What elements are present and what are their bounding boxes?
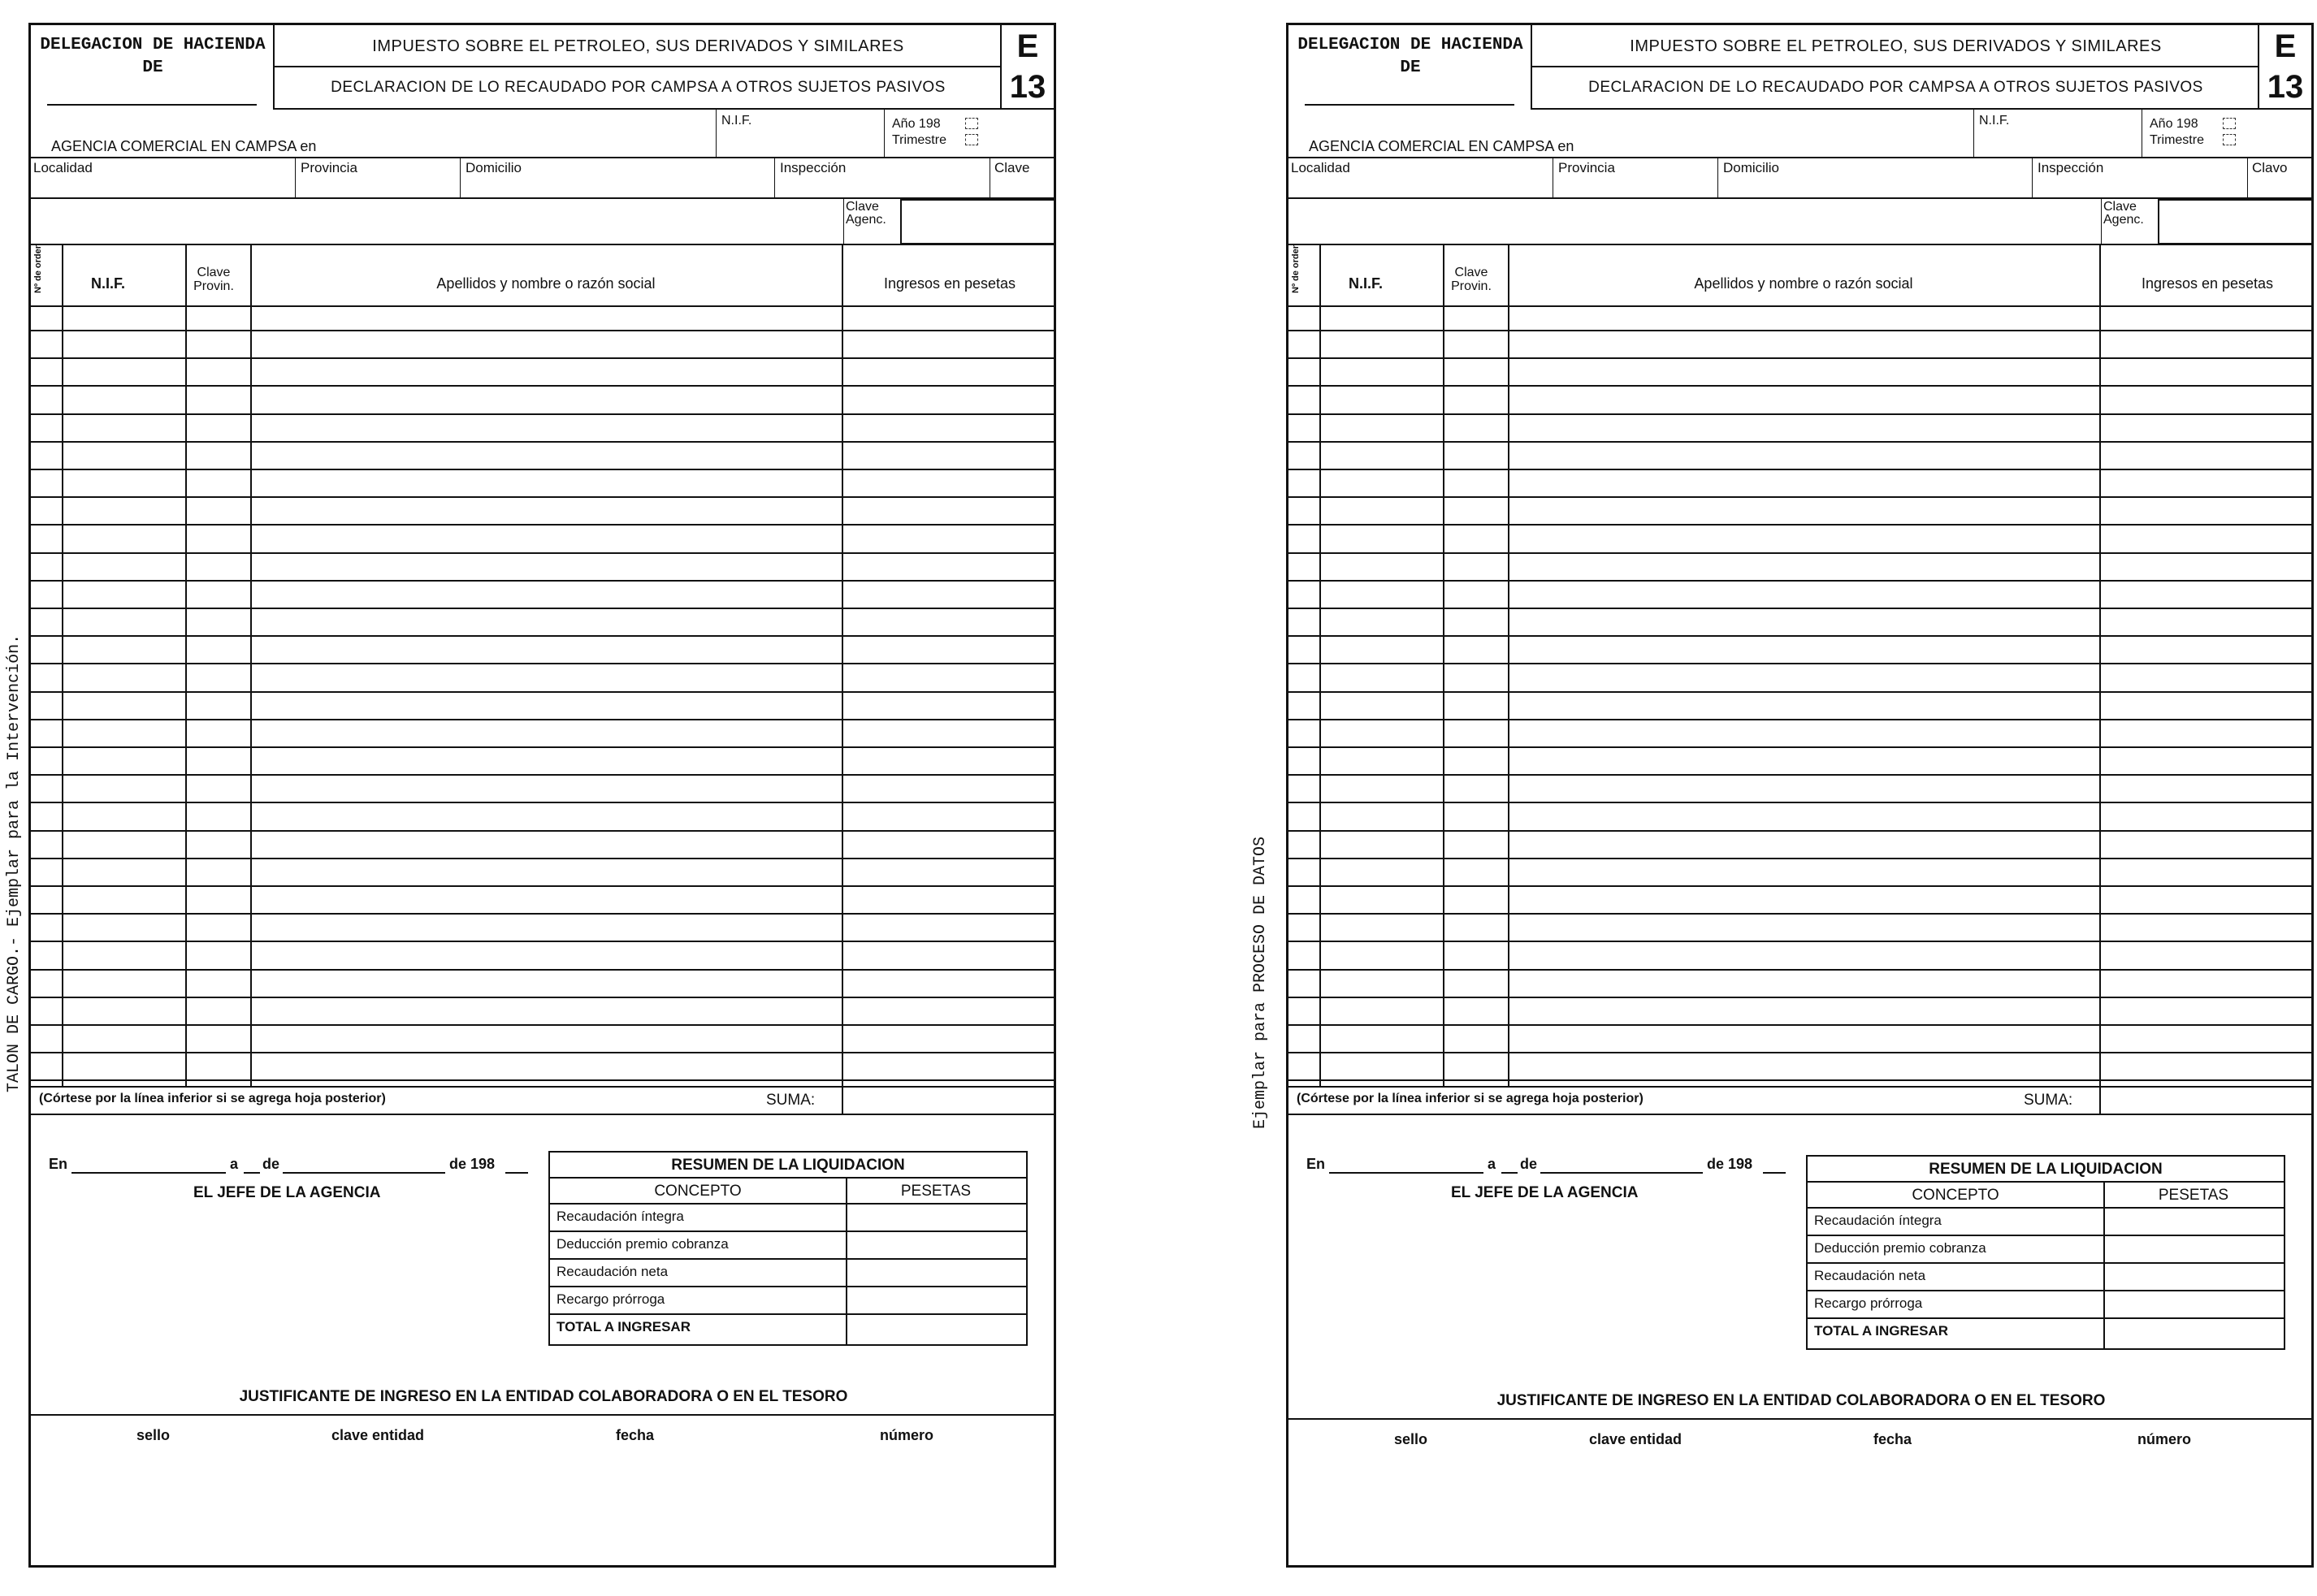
table-row[interactable] [31,441,1056,443]
cortese-note: (Córtese por la línea inferior si se agrega hoja posterior) [39,1092,386,1105]
resumen-row-label: Deducción premio cobranza [1814,1240,1986,1256]
resumen-box [1806,1155,2285,1350]
table-row[interactable] [31,635,1056,637]
pesetas-header: PESETAS [2158,1187,2229,1204]
trimestre-label: Trimestre [2150,133,2204,147]
table-row[interactable] [31,580,1056,582]
clave-agenc-label-1: Clave [2103,200,2137,214]
table-row[interactable] [31,552,1056,554]
provincia-label: Provincia [1558,160,1615,175]
resumen-row-label: Recaudación íntegra [1814,1213,1942,1228]
table-row[interactable] [1288,858,2314,859]
de-198-label: de 198 [1707,1156,1753,1172]
col-nif-label: N.I.F. [90,275,125,292]
table-row[interactable] [31,691,1056,693]
de-label: de [1520,1156,1538,1172]
jefe-agencia-label: EL JEFE DE LA AGENCIA [193,1184,381,1201]
table-row[interactable] [1288,885,2314,887]
table-row[interactable] [1288,330,2314,331]
table-row[interactable] [1288,997,2314,998]
table-row[interactable] [1288,941,2314,942]
table-row[interactable] [1288,913,2314,915]
table-row[interactable] [31,1052,1056,1053]
jefe-agencia-label: EL JEFE DE LA AGENCIA [1451,1184,1639,1201]
table-row[interactable] [1288,385,2314,387]
suma-label: SUMA: [766,1092,816,1109]
ano-checkbox[interactable] [965,118,978,129]
delegacion-de-label: DE [1400,58,1421,77]
col-clave-label-1: Clave [197,266,231,279]
form-copy-intervencion [28,23,1056,1568]
clave-agencia-box[interactable] [900,199,1056,244]
table-row[interactable] [1288,357,2314,359]
resumen-row-label: Recargo prórroga [557,1291,665,1307]
resumen-title: RESUMEN DE LA LIQUIDACION [1929,1161,2163,1178]
col-orden-label: Nº de orden [1291,243,1301,293]
table-row[interactable] [1288,663,2314,664]
col-clave-label-1: Clave [1454,266,1488,279]
agencia-label: AGENCIA COMERCIAL EN CAMPSA en [51,138,317,154]
table-row[interactable] [1288,413,2314,415]
localidad-label: Localidad [1291,160,1350,175]
clave-agencia-box[interactable] [2158,199,2314,244]
clave-entidad-label: clave entidad [331,1427,425,1443]
resumen-row-label: Recaudación neta [557,1264,669,1279]
pesetas-header: PESETAS [900,1183,972,1200]
table-row[interactable] [31,858,1056,859]
cortese-note: (Córtese por la línea inferior si se agrega hoja posterior) [1297,1092,1644,1105]
table-row[interactable] [31,746,1056,748]
sello-label: sello [1394,1431,1428,1447]
inspeccion-label: Inspección [2038,160,2104,175]
table-row[interactable] [1288,746,2314,748]
resumen-row-label: Deducción premio cobranza [557,1236,729,1252]
col-orden-label: Nº de orden [33,243,43,293]
table-row[interactable] [31,802,1056,803]
col-nombre-label: Apellidos y nombre o razón social [1694,275,1913,292]
table-row[interactable] [1288,969,2314,971]
resumen-box [548,1151,1028,1346]
form-code-number: 13 [2267,69,2304,105]
nif-label: N.I.F. [721,114,752,128]
table-row[interactable] [31,357,1056,359]
table-row[interactable] [1288,1024,2314,1026]
col-clave-label-2: Provin. [1451,279,1492,293]
col-nif-label: N.I.F. [1348,275,1383,292]
col-ingresos-label: Ingresos en pesetas [883,275,1016,292]
concepto-header: CONCEPTO [654,1183,742,1200]
domicilio-label: Domicilio [1723,160,1779,175]
clave-label: Clave [994,160,1030,175]
table-row[interactable] [31,496,1056,498]
table-row[interactable] [31,969,1056,971]
trimestre-checkbox[interactable] [965,134,978,145]
resumen-title: RESUMEN DE LA LIQUIDACION [671,1157,905,1174]
resumen-row-label: Recaudación neta [1814,1268,1926,1283]
table-row[interactable] [1288,524,2314,526]
table-row[interactable] [1288,802,2314,803]
lugar-label: En [1306,1156,1326,1172]
col-nombre-label: Apellidos y nombre o razón social [436,275,656,292]
col-ingresos-label: Ingresos en pesetas [2141,275,2274,292]
table-row[interactable] [31,608,1056,609]
table-row[interactable] [31,524,1056,526]
inspeccion-label: Inspección [780,160,847,175]
fecha-label: fecha [1873,1431,1912,1447]
table-row[interactable] [31,719,1056,720]
side-note-proceso-datos: Ejemplar para PROCESO DE DATOS [1251,836,1270,1129]
clave-agenc-label-2: Agenc. [2103,213,2144,227]
form-title-top: IMPUESTO SOBRE EL PETROLEO, SUS DERIVADOS Y SIMILARES [1630,37,2162,55]
de-label: de [262,1156,280,1172]
trimestre-checkbox[interactable] [2223,134,2236,145]
justificante-title: JUSTIFICANTE DE INGRESO EN LA ENTIDAD COLABORADORA O EN EL TESORO [1496,1392,2106,1409]
resumen-row-label: TOTAL A INGRESAR [1814,1323,1948,1339]
numero-label: número [2137,1431,2192,1447]
table-row[interactable] [31,663,1056,664]
ano-label: Año 198 [2150,117,2198,131]
sello-label: sello [136,1427,171,1443]
table-row[interactable] [1288,774,2314,776]
side-note-intervencion: TALON DE CARGO.- Ejemplar para la Intervención. [5,634,24,1092]
resumen-row-label: Recaudación íntegra [557,1209,684,1224]
form-code-letter: E [1016,28,1039,64]
clave-entidad-label: clave entidad [1589,1431,1683,1447]
table-row[interactable] [1288,469,2314,470]
table-row[interactable] [31,330,1056,331]
provincia-label: Provincia [301,160,357,175]
numero-label: número [880,1427,934,1443]
table-row[interactable] [31,385,1056,387]
a-label: a [230,1156,239,1172]
table-row[interactable] [31,413,1056,415]
resumen-row-label: Recargo prórroga [1814,1295,1923,1311]
table-row[interactable] [31,1024,1056,1026]
form-copy-proceso-datos [1286,23,2314,1568]
form-code-letter: E [2274,28,2297,64]
table-row[interactable] [31,830,1056,832]
form-title-top: IMPUESTO SOBRE EL PETROLEO, SUS DERIVADOS Y SIMILARES [372,37,904,55]
localidad-label: Localidad [33,160,93,175]
lugar-label: En [49,1156,68,1172]
resumen-row-label: TOTAL A INGRESAR [557,1319,691,1334]
table-row[interactable] [1288,496,2314,498]
de-198-label: de 198 [449,1156,496,1172]
table-row[interactable] [1288,719,2314,720]
form-title-bottom: DECLARACION DE LO RECAUDADO POR CAMPSA A OTROS SUJETOS PASIVOS [1588,79,2203,96]
table-row[interactable] [1288,635,2314,637]
clave-label: Clavo [2252,160,2288,175]
ano-label: Año 198 [892,117,941,131]
nif-label: N.I.F. [1979,114,2010,128]
table-row[interactable] [1288,830,2314,832]
concepto-header: CONCEPTO [1912,1187,1999,1204]
table-row[interactable] [1288,441,2314,443]
agencia-label: AGENCIA COMERCIAL EN CAMPSA en [1309,138,1574,154]
table-row[interactable] [1288,1052,2314,1053]
table-row[interactable] [1288,580,2314,582]
table-row[interactable] [1288,552,2314,554]
delegacion-label: DELEGACION DE HACIENDA [1297,36,1523,54]
table-row[interactable] [31,997,1056,998]
table-row[interactable] [31,913,1056,915]
table-row[interactable] [1288,608,2314,609]
table-row[interactable] [1288,1079,2314,1081]
a-label: a [1488,1156,1496,1172]
clave-agenc-label-1: Clave [846,200,879,214]
table-row[interactable] [31,885,1056,887]
table-row[interactable] [1288,691,2314,693]
form-title-bottom: DECLARACION DE LO RECAUDADO POR CAMPSA A OTROS SUJETOS PASIVOS [331,79,946,96]
delegacion-de-label: DE [142,58,163,77]
delegacion-label: DELEGACION DE HACIENDA [40,36,266,54]
suma-label: SUMA: [2024,1092,2073,1109]
ano-checkbox[interactable] [2223,118,2236,129]
clave-agenc-label-2: Agenc. [846,213,886,227]
trimestre-label: Trimestre [892,133,946,147]
table-row[interactable] [31,941,1056,942]
justificante-title: JUSTIFICANTE DE INGRESO EN LA ENTIDAD COLABORADORA O EN EL TESORO [239,1388,848,1405]
table-row[interactable] [31,1079,1056,1081]
col-clave-label-2: Provin. [193,279,234,293]
form-code-number: 13 [1009,69,1046,105]
table-row[interactable] [31,774,1056,776]
fecha-label: fecha [616,1427,655,1443]
domicilio-label: Domicilio [466,160,522,175]
table-row[interactable] [31,469,1056,470]
